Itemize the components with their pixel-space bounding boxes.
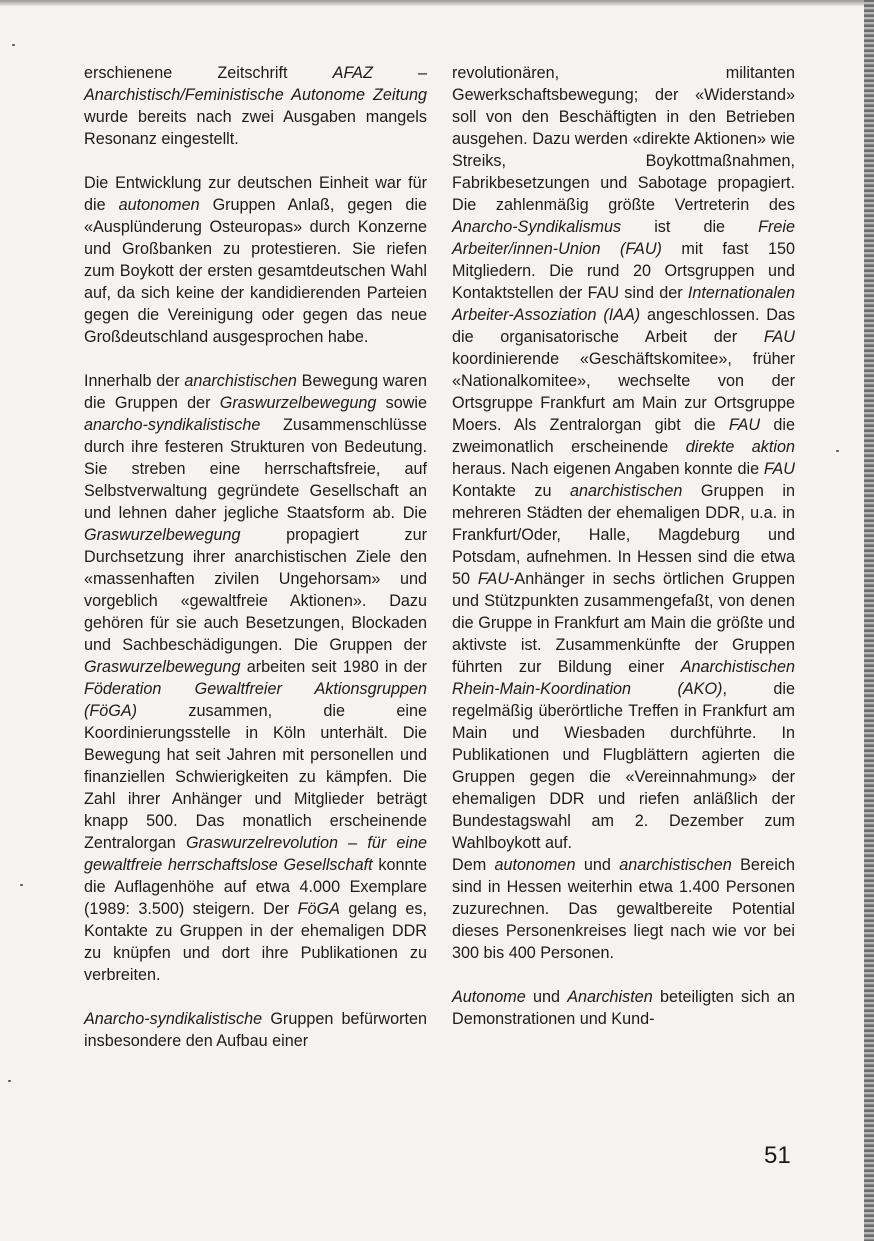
scan-speck: [20, 884, 23, 886]
left-paragraph-4: Anarcho-syndikalistische Gruppen befürworten insbesondere den Aufbau einer: [84, 1010, 427, 1050]
right-paragraph-2: Dem autonomen und anarchistischen Bereich sind in Hessen weiterhin etwa 1.400 Personen zuzurechnen. Das gewaltbereite Potential dieses Personenkreises liegt nach wie vor bei 300 bis 400 Personen.: [452, 856, 795, 962]
scan-top-edge: [0, 0, 874, 6]
left-paragraph-1: erschienene Zeitschrift AFAZ – Anarchistisch/Feministische Autonome Zeitung wurde bereits nach zwei Ausgaben mangels Resonanz eingestellt.: [84, 64, 427, 148]
scan-right-edge: [864, 0, 874, 1241]
scan-speck: [12, 44, 15, 46]
right-column: [452, 62, 795, 1030]
left-column: [84, 62, 427, 1052]
page-number: 51: [764, 1142, 791, 1169]
left-paragraph-3: Innerhalb der anarchistischen Bewegung waren die Gruppen der Graswurzelbewegung sowie anarcho-syndikalistische Zusammenschlüsse durch ihre festeren Strukturen von Bedeutung. Sie streben eine herrschaftsfreie, auf Selbstverwaltung gegründete Gesellschaft an und lehnen daher jegliche Staatsform ab. Die Graswurzelbewegung propagiert zur Durchsetzung ihrer anarchistischen Ziele den «massenhaften zivilen Ungehorsam» und vorgeblich «gewaltfreie Aktionen». Dazu gehören für sie auch Besetzungen, Blockaden und Sachbeschädigungen. Die Gruppen der Graswurzelbewegung arbeiten seit 1980 in der Föderation Gewaltfreier Aktionsgruppen (FöGA) zusammen, die eine Koordinierungsstelle in Köln unterhält. Die Bewegung hat seit Jahren mit personellen und finanziellen Schwierigkeiten zu kämpfen. Die Zahl ihrer Anhänger und Mitglieder beträgt knapp 500. Das monatlich erscheinende Zentralorgan Graswurzelrevolution – für eine gewaltfreie herrschaftslose Gesellschaft konnte die Auflagenhöhe auf etwa 4.000 Exemplare (1989: 3.500) steigern. Der FöGA gelang es, Kontakte zu Gruppen in der ehemaligen DDR zu knüpfen und dort ihre Publikationen zu verbreiten.: [84, 372, 427, 984]
right-paragraph-3: Autonome und Anarchisten beteiligten sich an Demonstrationen und Kund-: [452, 988, 795, 1028]
scan-speck: [836, 450, 839, 452]
left-paragraph-2: Die Entwicklung zur deutschen Einheit war für die autonomen Gruppen Anlaß, gegen die «Ausplünderung Osteuropas» durch Konzerne und Großbanken zu protestieren. Sie riefen zum Boykott der ersten gesamtdeutschen Wahl auf, da sich keine der kandidierenden Parteien gegen die Vereinigung oder gegen das neue Großdeutschland ausgesprochen habe.: [84, 174, 427, 346]
right-paragraph-1: revolutionären, militanten Gewerkschaftsbewegung; der «Widerstand» soll von den Beschäftigten in den Betrieben ausgehen. Dazu werden «direkte Aktionen» wie Streiks, Boykottmaßnahmen, Fabrikbesetzungen und Sabotage propagiert. Die zahlenmäßig größte Vertreterin des Anarcho-Syndikalismus ist die Freie Arbeiter/innen-Union (FAU) mit fast 150 Mitgliedern. Die rund 20 Ortsgruppen und Kontaktstellen der FAU sind der Internationalen Arbeiter-Assoziation (IAA) angeschlossen. Das die organisatorische Arbeit der FAU koordinierende «Geschäftskomitee», früher «Nationalkomitee», wechselte von der Ortsgruppe Frankfurt am Main zur Ortsgruppe Moers. Als Zentralorgan gibt die FAU die zweimonatlich erscheinende direkte aktion heraus. Nach eigenen Angaben konnte die FAU Kontakte zu anarchistischen Gruppen in mehreren Städten der ehemaligen DDR, u.a. in Frankfurt/Oder, Halle, Magdeburg und Potsdam, aufnehmen. In Hessen sind die etwa 50 FAU-Anhänger in sechs örtlichen Gruppen und Stützpunkten zusammengefaßt, von denen die Gruppe in Frankfurt am Main die größte und aktivste ist. Zusammenkünfte der Gruppen führten zur Bildung einer Anarchistischen Rhein-Main-Koordination (AKO), die regelmäßig überörtliche Treffen in Frankfurt am Main und Wiesbaden durchführte. In Publikationen und Flugblättern agierten die Gruppen gegen die «Vereinnahmung» der ehemaligen DDR und riefen anläßlich der Bundestagswahl am 2. Dezember zum Wahlboykott auf.: [452, 64, 796, 852]
scan-speck: [8, 1080, 11, 1082]
